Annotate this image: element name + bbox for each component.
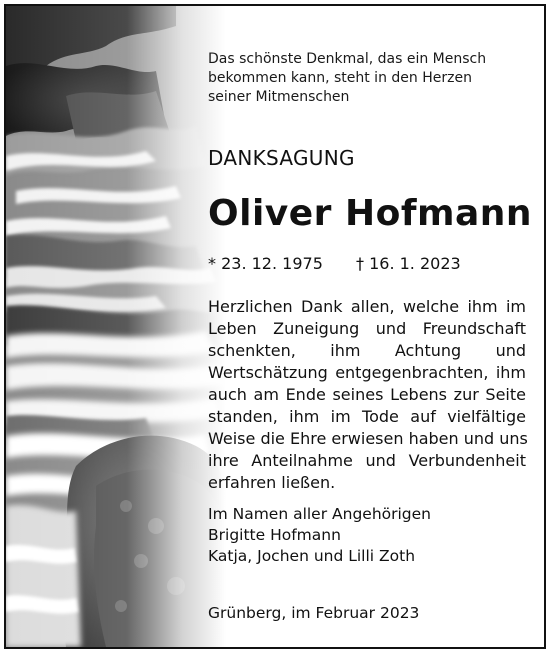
body-line: ihre Anteilnahme und Verbundenheit bbox=[208, 451, 526, 470]
signature-block bbox=[208, 504, 526, 567]
place-and-date: Grünberg, im Februar 2023 bbox=[208, 604, 420, 622]
birth-date: * 23. 12. 1975 bbox=[208, 254, 323, 273]
motto-line: Das schönste Denkmal, das ein Mensch bbox=[208, 51, 487, 67]
thank-you-text bbox=[208, 296, 526, 494]
signature-line: Katja, Jochen und Lilli Zoth bbox=[208, 547, 416, 565]
notice-frame bbox=[4, 4, 546, 649]
body-line: Weise die Ehre erwiesen haben und uns bbox=[208, 429, 528, 448]
body-line: auch am Ende seines Lebens zur Seite bbox=[208, 385, 526, 404]
body-line: erfahren ließen. bbox=[208, 473, 336, 492]
motto-line: bekommen kann, steht in den Herzen bbox=[208, 70, 472, 86]
motto-quote bbox=[208, 50, 508, 107]
waterfall-image-icon bbox=[6, 6, 226, 647]
signature-line: Brigitte Hofmann bbox=[208, 526, 341, 544]
waterfall-photo bbox=[6, 6, 226, 647]
life-dates bbox=[208, 254, 526, 274]
body-line: Leben Zuneigung und Freundschaft bbox=[208, 319, 526, 338]
body-line: Herzlichen Dank allen, welche ihm im bbox=[208, 297, 526, 316]
body-line: Wertschätzung entgegenbrachten, ihm bbox=[208, 363, 526, 382]
deceased-name: Oliver Hofmann bbox=[208, 193, 533, 234]
body-line: standen, ihm im Tode auf vielfältige bbox=[208, 407, 526, 426]
body-line: schenkten, ihm Achtung und bbox=[208, 341, 526, 360]
notice-content bbox=[208, 6, 533, 647]
motto-line: seiner Mitmenschen bbox=[208, 89, 350, 105]
signature-line: Im Namen aller Angehörigen bbox=[208, 505, 432, 523]
death-date: † 16. 1. 2023 bbox=[356, 254, 461, 273]
notice-heading: DANKSAGUNG bbox=[208, 146, 355, 170]
